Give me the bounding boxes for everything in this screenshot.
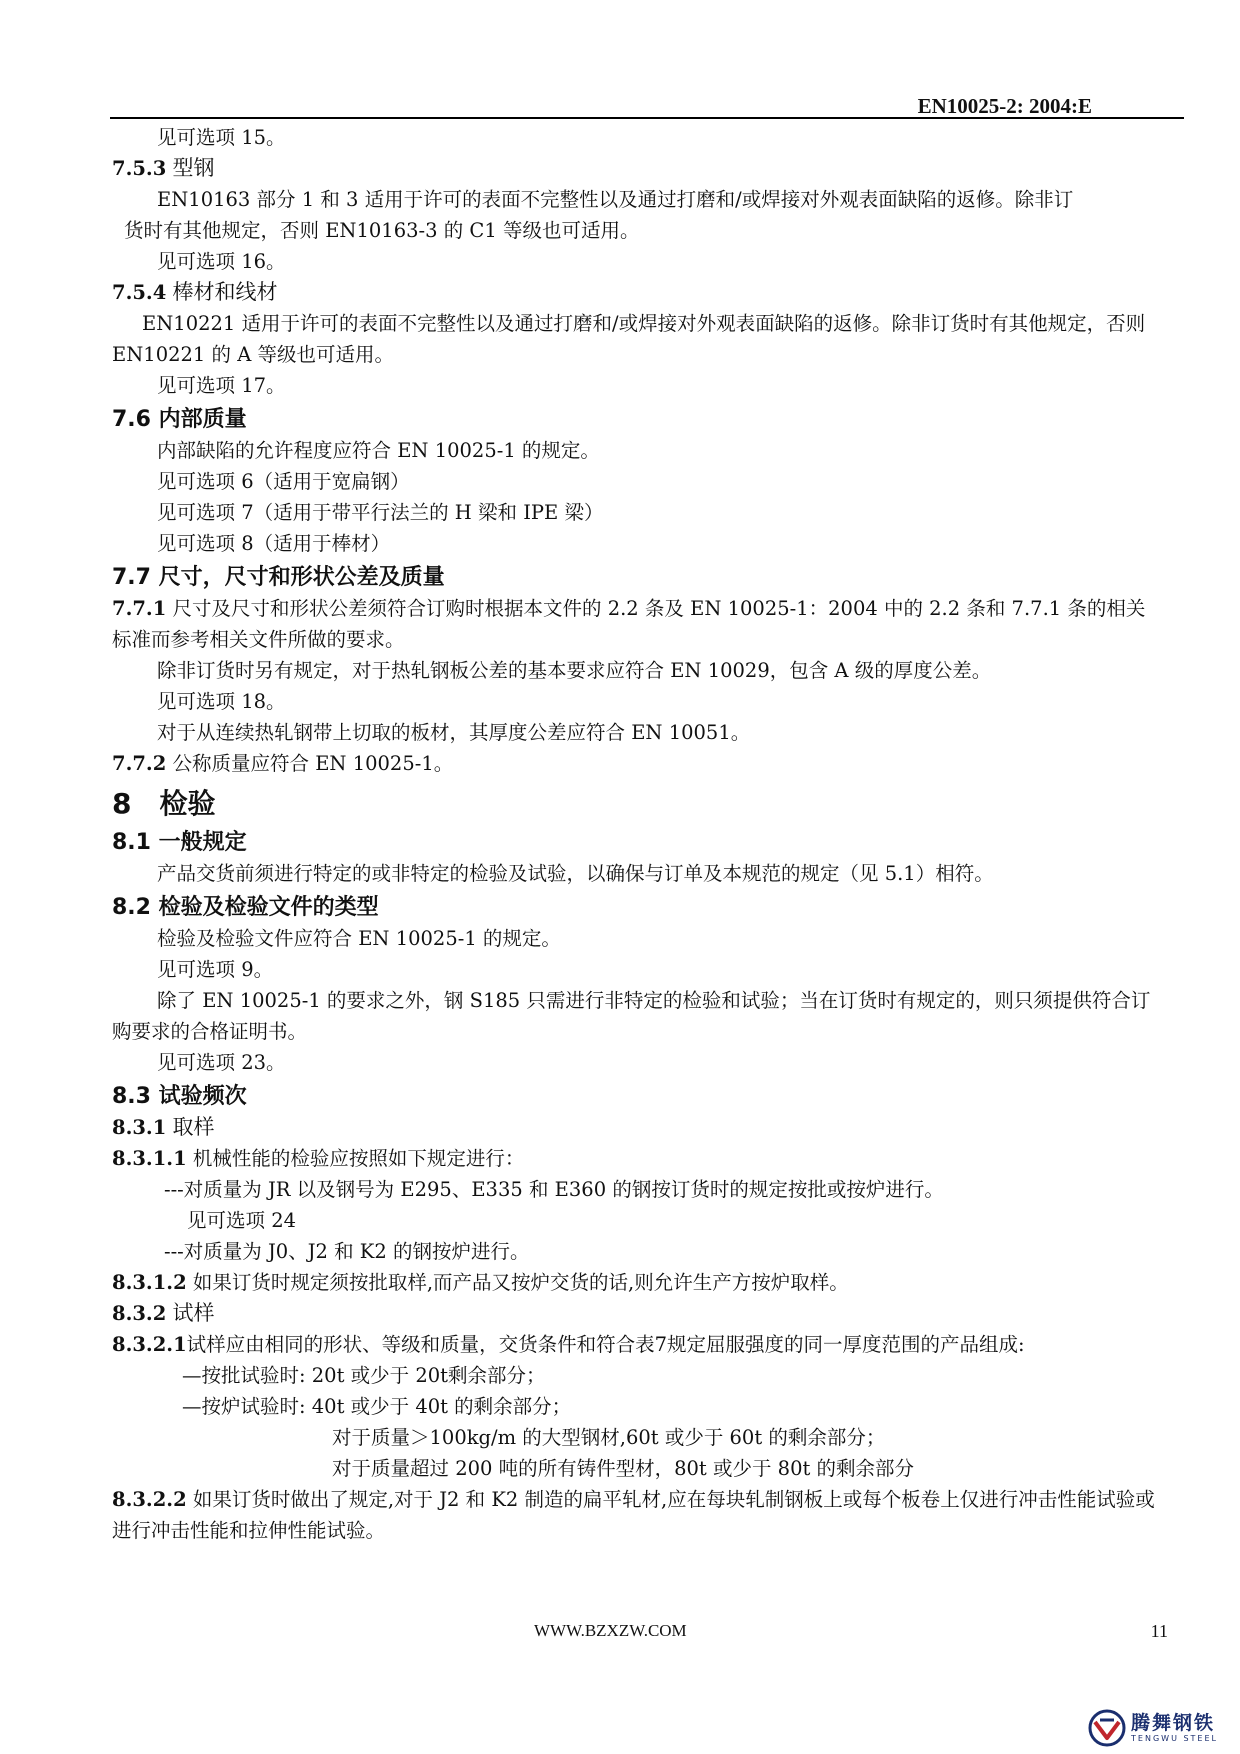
body-text: 见可选项 6（适用于宽扁钢）	[157, 470, 410, 493]
numbered-paragraph	[112, 748, 1162, 779]
body-text: 见可选项 17。	[157, 374, 286, 397]
clause-number: 7.7.1	[112, 597, 167, 620]
subsection-heading	[112, 277, 1162, 308]
list-item: ---对质量为 J0、J2 和 K2 的钢按炉进行。	[164, 1240, 530, 1263]
body-text: 除非订货时另有规定，对于热轧钢板公差的基本要求应符合 EN 10029，包含 A 级的厚度公差。	[157, 659, 992, 682]
body-text: 对于质量超过 200 吨的所有铸件型材，80t 或少于 80t 的剩余部分	[332, 1457, 915, 1480]
heading-number: 8.3.2	[112, 1302, 167, 1325]
chapter-heading: 8 检验	[112, 787, 216, 820]
body-text: 见可选项 24	[187, 1209, 297, 1232]
page-body	[112, 122, 1162, 1546]
body-text: 见可选项 16。	[157, 250, 286, 273]
body-text: 试样应由相同的形状、等级和质量，交货条件和符合表7规定屈服强度的同一厚度范围的产品组成:	[186, 1333, 1025, 1356]
body-text: 见可选项 8（适用于棒材）	[157, 532, 391, 555]
body-text: 尺寸及尺寸和形状公差须符合订购时根据本文件的 2.2 条及 EN 10025-1：2004 中的 2.2 条和 7.7.1 条的相关标准而参考相关文件所做的要求。	[112, 597, 1146, 651]
body-text: 除了 EN 10025-1 的要求之外，钢 S185 只需进行非特定的检验和试验；当在订货时有规定的，则只须提供符合订购要求的合格证明书。	[112, 989, 1151, 1043]
section-heading: 8.3 试验频次	[112, 1084, 247, 1109]
body-text: 见可选项 18。	[157, 690, 286, 713]
body-text: 如果订货时规定须按批取样,而产品又按炉交货的话,则允许生产方按炉取样。	[192, 1271, 849, 1294]
heading-title: 试样	[172, 1301, 215, 1325]
clause-number: 8.3.2.1	[112, 1333, 187, 1356]
list-item: ---对质量为 JR 以及钢号为 E295、E335 和 E360 的钢按订货时的规定按批或按炉进行。	[164, 1178, 944, 1201]
watermark-name-cn: 腾舞钢铁	[1131, 1711, 1216, 1734]
body-text: 见可选项 7（适用于带平行法兰的 H 梁和 IPE 梁）	[157, 501, 604, 524]
numbered-paragraph	[112, 1329, 1162, 1360]
subsection-heading	[112, 1298, 1162, 1329]
body-text: 见可选项 9。	[157, 958, 274, 981]
body-text: 对于质量＞100kg/m 的大型钢材,60t 或少于 60t 的剩余部分；	[332, 1426, 886, 1449]
footer-url: WWW.BZXZW.COM	[534, 1621, 687, 1640]
body-text: 如果订货时做出了规定,对于 J2 和 K2 制造的扁平轧材,应在每块轧制钢板上或每个板卷上仅进行冲击性能试验或进行冲击性能和拉伸性能试验。	[112, 1488, 1155, 1542]
body-text: 内部缺陷的允许程度应符合 EN 10025-1 的规定。	[157, 439, 600, 462]
heading-title: 型钢	[172, 156, 215, 180]
body-text: 见可选项 15。	[157, 126, 286, 149]
page-number: 11	[1150, 1621, 1168, 1641]
list-item: —按炉试验时: 40t 或少于 40t 的剩余部分；	[182, 1395, 572, 1418]
section-heading: 7.6 内部质量	[112, 407, 247, 432]
list-item: —按批试验时: 20t 或少于 20t剩余部分；	[182, 1364, 546, 1387]
section-heading: 8.2 检验及检验文件的类型	[112, 895, 379, 920]
watermark-name-en: TENGWU STEEL	[1131, 1733, 1218, 1743]
watermark-logo	[1087, 1708, 1218, 1748]
heading-number: 7.5.3	[112, 157, 167, 180]
clause-number: 8.3.1.1	[112, 1147, 187, 1170]
subsection-heading	[112, 153, 1162, 184]
header-rule	[110, 117, 1184, 119]
document-code: EN10025-2: 2004:E	[917, 94, 1092, 118]
numbered-paragraph	[112, 1267, 1162, 1298]
numbered-paragraph	[112, 1484, 1162, 1546]
body-text: 见可选项 23。	[157, 1051, 286, 1074]
numbered-paragraph	[112, 1143, 1162, 1174]
clause-number: 8.3.2.2	[112, 1488, 187, 1511]
clause-number: 8.3.1.2	[112, 1271, 187, 1294]
body-text: 检验及检验文件应符合 EN 10025-1 的规定。	[157, 927, 561, 950]
subsection-heading	[112, 1112, 1162, 1143]
heading-number: 7.5.4	[112, 281, 167, 304]
section-heading: 7.7 尺寸，尺寸和形状公差及质量	[112, 565, 445, 590]
heading-number: 8.3.1	[112, 1116, 167, 1139]
clause-number: 7.7.2	[112, 752, 167, 775]
body-text: EN10163 部分 1 和 3 适用于许可的表面不完整性以及通过打磨和/或焊接对外观表面缺陷的返修。除非订	[157, 188, 1074, 211]
body-text: 公称质量应符合 EN 10025-1。	[172, 752, 454, 775]
steel-logo-icon	[1087, 1708, 1127, 1748]
body-text: 产品交货前须进行特定的或非特定的检验及试验，以确保与订单及本规范的规定（见 5.1）相符。	[157, 862, 994, 885]
numbered-paragraph	[112, 593, 1162, 655]
body-text: 机械性能的检验应按照如下规定进行：	[192, 1147, 525, 1170]
heading-title: 棒材和线材	[172, 280, 278, 304]
heading-title: 取样	[172, 1115, 215, 1139]
body-text: EN10221 适用于许可的表面不完整性以及通过打磨和/或焊接对外观表面缺陷的返修。除非订货时有其他规定，否则 EN10221 的 A 等级也可适用。	[112, 312, 1146, 366]
body-text: 对于从连续热轧钢带上切取的板材，其厚度公差应符合 EN 10051。	[157, 721, 751, 744]
section-heading: 8.1 一般规定	[112, 830, 247, 855]
body-text: 货时有其他规定，否则 EN10163-3 的 C1 等级也可适用。	[124, 219, 640, 242]
